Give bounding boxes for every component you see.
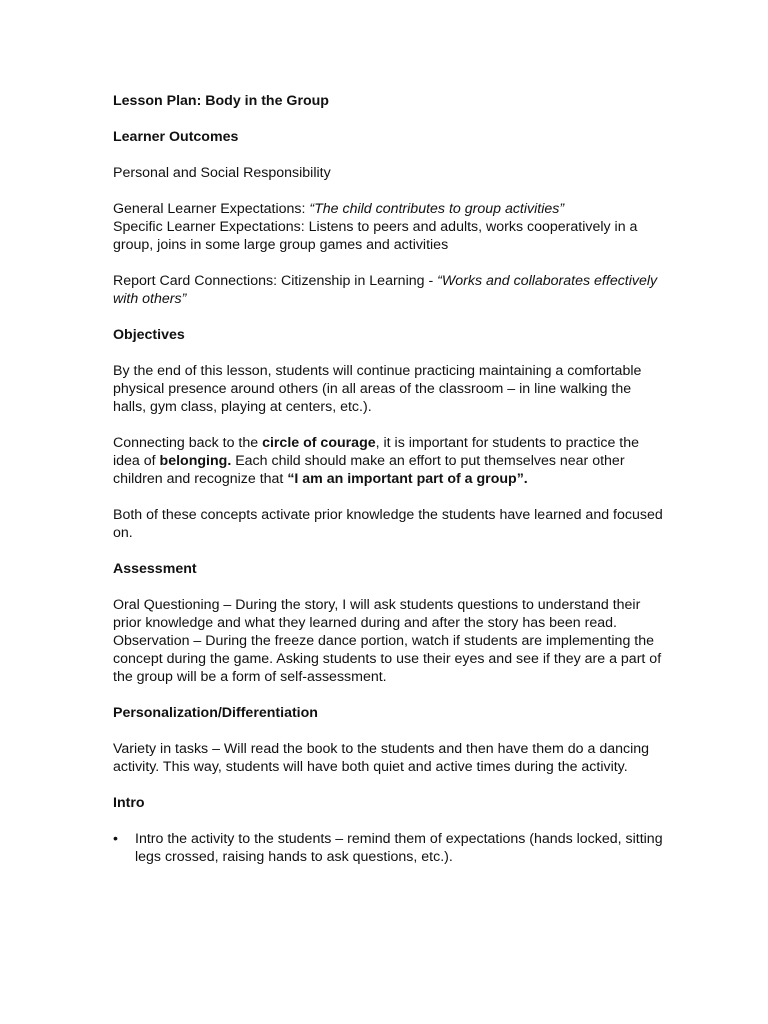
learner-outcomes-heading: Learner Outcomes [113,129,239,145]
general-learner-expectations [113,200,663,218]
personalization-text: Variety in tasks – Will read the book to the students and then have them do a dancing activity. This way, students will have both quiet and active times during the activity. [113,741,650,775]
circle-of-courage-term: circle of courage [262,435,376,451]
list-item [113,830,663,866]
important-part-quote: “I am an important part of a group”. [287,471,528,487]
intro-item-text: Intro the activity to the students – remind them of expectations (hands locked, sitting legs crossed, raising hands to ask questions, etc.). [135,831,663,865]
observation: Observation – During the freeze dance portion, watch if students are implementing the concept during the game. Asking students to use their eyes and see if they are a part of the group will be a form of self-assessment. [113,633,662,685]
report-quote: “Works and collaborates effectively with others” [113,273,658,307]
oral-questioning: Oral Questioning – During the story, I will ask students questions to understand their prior knowledge and what they learned during and after the story has been read. [113,597,641,631]
bullet-icon: • [113,831,118,847]
report-card-connections [113,272,663,308]
intro-heading: Intro [113,795,145,811]
objectives-heading: Objectives [113,327,185,343]
specific-learner-expectations: Specific Learner Expectations: Listens to peers and adults, works cooperatively in a group, joins in some large group games and activities [113,219,638,253]
belonging-term: belonging. [159,453,232,469]
assessment-heading: Assessment [113,561,197,577]
report-label: Report Card Connections: Citizenship in Learning - [113,273,438,289]
para2-text-e: Each child should make an effort to put themselves near other children and recognize that [113,453,625,487]
personalization-heading: Personalization/Differentiation [113,705,318,721]
gle-label: General Learner Expectations: [113,201,310,217]
document-page [113,92,663,866]
subject-area: Personal and Social Responsibility [113,165,331,181]
objectives-paragraph-3: Both of these concepts activate prior knowledge the students have learned and focused on. [113,507,663,541]
objectives-paragraph-1: By the end of this lesson, students will continue practicing maintaining a comfortable physical presence around others (in all areas of the classroom – in line walking the halls, gym class, playing at centers, etc.). [113,363,642,415]
intro-list [113,830,663,866]
objectives-paragraph-2 [113,434,663,488]
para2-text-a: Connecting back to the [113,435,263,451]
para2-text-c: , it is important for students to practice the idea of [113,435,640,469]
gle-quote: “The child contributes to group activities” [309,201,565,217]
document-title: Lesson Plan: Body in the Group [113,93,329,109]
